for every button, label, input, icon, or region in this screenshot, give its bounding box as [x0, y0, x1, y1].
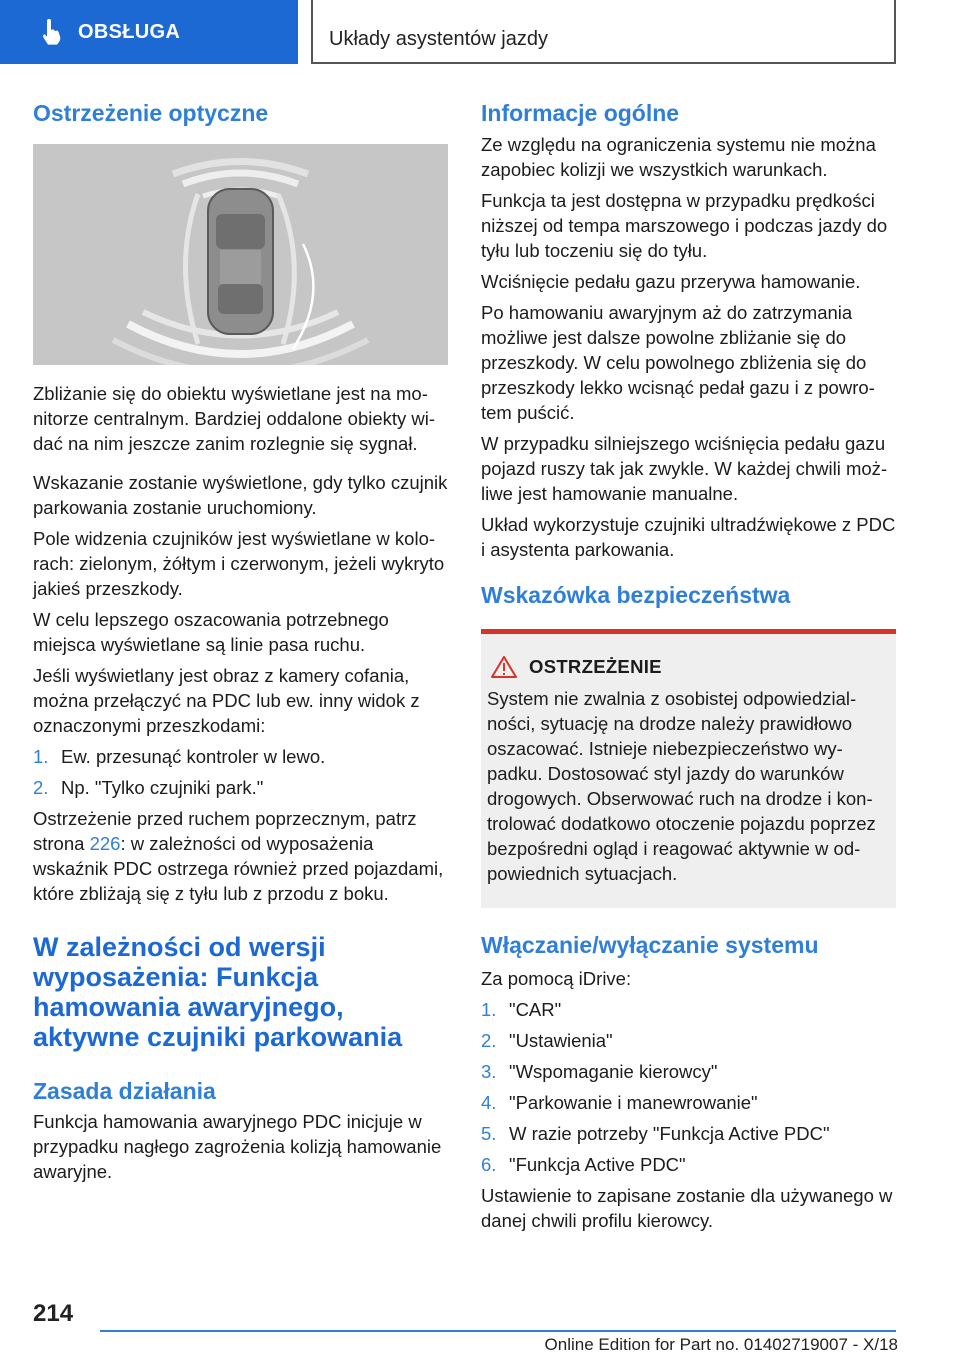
step-number: 1. [481, 998, 497, 1020]
warning-header [487, 656, 890, 678]
paragraph: Zbliżanie się do obiektu wyświetlane jest na monitorze centralnym. Bardziej oddalone obiekty widać na nim jeszcze zanim rozlegnie się sygnał. [33, 382, 436, 454]
paragraph-cross-traffic [33, 806, 448, 906]
paragraph: Ze względu na ograniczenia systemu nie można zapobiec kolizji we wszystkich warunkach. [481, 133, 876, 180]
list-item [33, 775, 448, 800]
step-text: "Wspomaganie kierowcy" [509, 1060, 718, 1082]
heading-principle: Zasada działania [33, 1077, 216, 1104]
step-text: Ew. przesunąć kontroler w lewo. [61, 745, 326, 767]
list-item [481, 997, 896, 1022]
paragraph: Wciśnięcie pedału gazu przerywa hamowanie. [481, 270, 861, 292]
list-item [33, 744, 448, 769]
paragraph: Po hamowaniu awaryjnym aż do zatrzymania możliwe jest dalsze powolne zbliżanie się do przeszkody. W celu powolnego zbliżenia się do przeszkody lekko wcisnąć pedał gazu i z powrotem puścić. [481, 301, 875, 423]
list-item [481, 1028, 896, 1053]
step-text: W razie potrzeby "Funkcja Active PDC" [509, 1122, 830, 1144]
heading-visual-warning: Ostrzeżenie optyczne [33, 100, 269, 126]
paragraph: Wskazanie zostanie wyświetlone, gdy tylko czujnik parkowania zostanie uruchomiony. [33, 471, 448, 518]
step-text: Np. "Tylko czujniki park." [61, 776, 264, 798]
footer-divider [100, 1330, 896, 1332]
left-column [33, 100, 448, 1190]
list-item [481, 1121, 896, 1146]
warning-box [481, 629, 896, 908]
right-column [481, 100, 896, 1239]
text-segment: : w zależności od wyposażenia wskaźnik PDC ostrzega również przed pojazdami, które zbliżają się z tyłu lub z przodu z boku. [33, 832, 444, 904]
idrive-steps-list [481, 997, 896, 1177]
warning-text: System nie zwalnia z osobistej odpowiedzialności, sytuację na drodze należy prawidłowo oszacować. Istnieje niebezpieczeństwo wypadku. Dostosować styl jazdy do warunków drogowych. Obserwować ruch na drodze i kontrolować dodatkowo otoczenie pojazdu poprzez bezpośredni ogląd i reagować aktywnie w odpowiednich sytuacjach. [487, 688, 876, 885]
chapter-title: Układy asystentów jazdy [329, 28, 548, 50]
step-number: 5. [481, 1122, 497, 1144]
heading-on-off: Włączanie/wyłączanie systemu [481, 932, 819, 959]
paragraph: Jeśli wyświetlany jest obraz z kamery cofania, można przełączyć na PDC lub ew. inny widok z oznaczonymi przeszkodami: [33, 664, 420, 736]
paragraph: Funkcja ta jest dostępna w przypadku prędkości niższej od tempa marszowego i podczas jazdy do tyłu lub toczeniu się do tyłu. [481, 189, 888, 261]
step-text: "Funkcja Active PDC" [509, 1153, 686, 1175]
step-number: 2. [481, 1029, 497, 1051]
list-item [481, 1059, 896, 1084]
step-number: 6. [481, 1153, 497, 1175]
step-text: "Parkowanie i manewrowanie" [509, 1091, 758, 1113]
heading-general-info: Informacje ogólne [481, 100, 680, 126]
steps-list-view [33, 744, 448, 800]
step-number: 3. [481, 1060, 497, 1082]
section-label: OBSŁUGA [78, 20, 181, 43]
paragraph: Ustawienie to zapisane zostanie dla używanego w danej chwili profilu kierowcy. [481, 1184, 893, 1231]
paragraph: Funkcja hamowania awaryjnego PDC inicjuje w przypadku nagłego zagrożenia kolizją hamowanie awaryjne. [33, 1111, 442, 1183]
step-text: "CAR" [509, 998, 562, 1020]
step-number: 2. [33, 776, 49, 798]
chapter-header [311, 0, 896, 64]
heading-safety-note: Wskazówka bezpieczeństwa [481, 581, 791, 608]
paragraph: Pole widzenia czujników jest wyświetlane w kolorach: zielonym, żółtym i czerwonym, jeżeli wykryto jakieś przeszkody. [33, 527, 445, 599]
list-item [481, 1090, 896, 1115]
page-reference-link[interactable]: 226 [89, 832, 121, 854]
footer-edition: Online Edition for Part no. 01402719007 - X/18 [544, 1335, 898, 1354]
hand-pointer-icon [38, 17, 64, 47]
paragraph: W przypadku silniejszego wciśnięcia pedału gazu pojazd ruszy tak jak zwykle. W każdej chwili możliwe jest hamowanie manualne. [481, 432, 888, 504]
warning-title: OSTRZEŻENIE [529, 656, 662, 678]
text-segment: Ostrzeżenie przed ruchem poprzecznym, patrz strona [33, 807, 417, 854]
page-number: 214 [33, 1300, 74, 1327]
header-section-tab [0, 0, 298, 64]
paragraph: Układ wykorzystuje czujniki ultradźwiękowe z PDC i asystenta parkowania. [481, 513, 896, 560]
heading-emergency-braking: W zależności od wersji wyposażenia: Funkcja hamowania awaryjnego, aktywne czujniki parkowania [33, 931, 403, 1052]
paragraph: W celu lepszego oszacowania potrzebnego miejsca wyświetlane są linie pasa ruchu. [33, 608, 389, 655]
paragraph: Za pomocą iDrive: [481, 967, 632, 989]
step-text: "Ustawienia" [509, 1029, 613, 1051]
car-parking-sensor-figure [33, 144, 448, 365]
list-item [481, 1152, 896, 1177]
step-number: 4. [481, 1091, 497, 1113]
step-number: 1. [33, 745, 49, 767]
warning-triangle-icon [491, 656, 517, 678]
